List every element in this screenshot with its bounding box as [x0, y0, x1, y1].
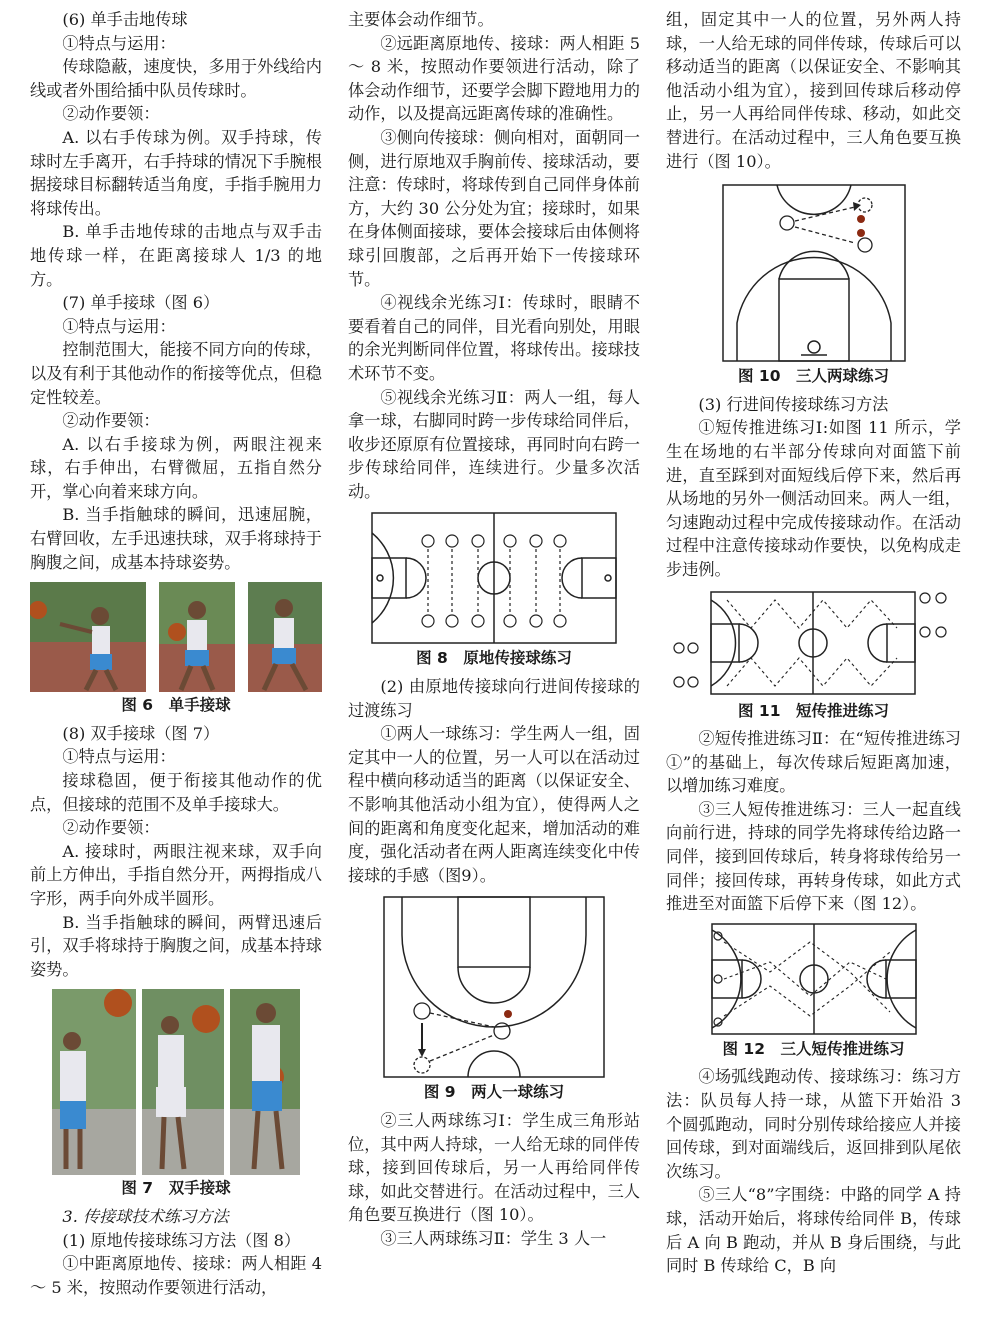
column-1: [30, 8, 322, 1299]
paragraph: A. 以右手接球为例，两眼注视来球，右手伸出，右臂微屈，五指自然分开，掌心向着来球方向。: [30, 434, 322, 501]
figure-9-court-diagram: [382, 895, 606, 1079]
photo-player-catch-1: [30, 582, 146, 692]
figure-6-photos: [30, 582, 322, 692]
figure-10-caption: 图 10 三人两球练习: [738, 367, 889, 386]
section-heading: 3. 传接球技术练习方法: [62, 1206, 229, 1226]
section-heading: (1) 原地传接球练习方法（图 8）: [62, 1230, 301, 1250]
subheading: ②动作要领：: [62, 104, 160, 124]
section-heading: (8) 双手接球（图 7）: [62, 723, 220, 743]
subheading: ①特点与运用：: [62, 33, 176, 53]
figure-8-caption: 图 8 原地传接球练习: [416, 649, 572, 668]
subheading: ①特点与运用：: [62, 747, 176, 767]
section-heading: (2) 由原地传接球向行进间传接球的过渡练习: [348, 677, 640, 720]
paragraph: B. 当手指触球的瞬间，迅速屈腕，右臂回收，左手迅速扶球，双手将球持于胸腹之间，成基本持球姿势。: [30, 505, 322, 572]
paragraph: ②短传推进练习Ⅱ：在“短传推进练习①”的基础上，每次传球后短距离加速，以增加练习难度。: [666, 729, 961, 796]
paragraph: ②远距离原地传、接球：两人相距 5 ～ 8 米，按照动作要领进行活动，除了体会动作细节，还要学会脚下蹬地用力的动作，以及提高远距离传球的准确性。: [348, 33, 640, 124]
subheading: ②动作要领：: [62, 818, 160, 838]
figure-12-caption: 图 12 三人短传推进练习: [722, 1039, 905, 1058]
figure-6-caption: 图 6 单手接球: [121, 696, 231, 715]
paragraph: ⑤三人“8”字围绕：中路的同学 A 持球，活动开始后，将球传给同伴 B，传球后 A 向 B 跑动，并从 B 身后围绕，与此同时 B 传球给 C，B 向: [666, 1185, 961, 1276]
figure-11-court-diagram: [671, 588, 957, 698]
paragraph: 主要体会动作细节。: [348, 10, 494, 29]
figure-9-caption: 图 9 两人一球练习: [423, 1083, 565, 1102]
paragraph: ①两人一球练习：学生两人一组，固定其中一人的位置，另一人可以在活动过程中横向移动适当的距离（以保证安全、不影响其他活动小组为宜），使得两人之间的距离和角度变化起来，增加活动的难度，强化活动者在两人距离连续变化中传接球的手感（图9）。: [348, 724, 640, 885]
paragraph: ①短传推进练习Ⅰ:如图 11 所示，学生在场地的右半部分传球向对面篮下前进，直至踩到对面短线后停下来，然后再从场地的另外一侧活动回来。两人一组，匀速跑动过程中完成传接球动作。在活动过程中注意传接球动作要快，以免构成走步违例。: [666, 418, 961, 579]
figure-7-caption: 图 7 双手接球: [121, 1179, 231, 1198]
paragraph: ④视线余光练习Ⅰ：传球时，眼睛不要看着自己的同伴，目光看向别处，用眼的余光判断同伴位置，将球传出。接球技术环节不变。: [348, 293, 640, 383]
paragraph: ②三人两球练习Ⅰ：学生成三角形站位，其中两人持球，一人给无球的同伴传球，接到回传球后，另一人再给同伴传球，如此交替进行。在活动过程中，三人角色要互换进行（图 10）。: [348, 1111, 640, 1225]
paragraph: ①中距离原地传、接球：两人相距 4 ～ 5 米，按照动作要领进行活动，: [30, 1254, 322, 1297]
figure-10-court-diagram: [721, 183, 907, 363]
paragraph: A. 接球时，两眼注视来球，双手向前上方伸出，手指自然分开，两拇指成八字形，两手向外成半圆形。: [30, 841, 322, 908]
figure-7-photos: [52, 989, 300, 1175]
photo-player-two-hand-2: [142, 989, 224, 1175]
photo-player-two-hand-3: [230, 989, 300, 1175]
figure-11-caption: 图 11 短传推进练习: [738, 701, 889, 720]
paragraph: 控制范围大，能接不同方向的传球，以及有利于其他动作的衔接等优点，但稳定性较差。: [30, 340, 322, 407]
subheading: ①特点与运用：: [62, 316, 176, 336]
paragraph: 接球稳固，便于衔接其他动作的优点，但接球的范围不及单手接球大。: [30, 771, 322, 814]
column-2: [348, 8, 640, 1251]
paragraph: 组，固定其中一人的位置，另外两人持球，一人给无球的同伴传球，传球后可以移动适当的距离（以保证安全、不影响其他活动小组为宜），接到回传球后移动停止，另一人再给同伴传球、移动，如此交替进行。在活动过程中，三人角色要互换进行（图 10）。: [666, 10, 961, 171]
paragraph: ③三人两球练习Ⅱ：学生 3 人一: [380, 1228, 607, 1248]
paragraph: ④场弧线跑动传、接球练习：练习方法：队员每人持一球，从篮下开始沿 3 个圆弧跑动，同时分别传球给接应人并接回传球，到对面端线后，返回排到队尾依次练习。: [666, 1067, 961, 1181]
paragraph: B. 单手击地传球的击地点与双手击地传球一样，在距离接球人 1/3 的地方。: [30, 222, 322, 289]
paragraph: ③三人短传推进练习：三人一起直线向前行进，持球的同学先将球传给边路一同伴，接到回传球后，转身将球传给另一同伴；接回传球，再转身传球，如此方式推进至对面篮下后停下来（图 12）。: [666, 799, 961, 914]
photo-player-catch-2: [159, 582, 235, 692]
section-heading: (6) 单手击地传球: [62, 10, 188, 29]
figure-8-court-diagram: [370, 511, 618, 645]
subheading: ②动作要领：: [62, 411, 160, 431]
paragraph: ③侧向传接球：侧向相对，面朝同一侧，进行原地双手胸前传、接球活动，要注意：传球时，将球传到自己同伴身体前方，大约 30 公分处为宜；接球时，如果在身体侧面接球，要体会接球后由体侧将球引回腹部，之后再开始下一传接球环节。: [348, 127, 640, 289]
paragraph: 传球隐蔽，速度快，多用于外线给内线或者外围给插中队员传球时。: [30, 57, 322, 100]
section-heading: (7) 单手接球（图 6）: [62, 293, 220, 313]
paragraph: ⑤视线余光练习Ⅱ：两人一组，每人拿一球，右脚同时跨一步传球给同伴后，收步还原原有位置接球，再同时向右跨一步传球给同伴，连续进行。少量多次活动。: [348, 387, 640, 501]
figure-12-court-diagram: [710, 922, 918, 1036]
paragraph: B. 当手指触球的瞬间，两臂迅速后引，双手将球持于胸腹之间，成基本持球姿势。: [30, 912, 322, 979]
photo-player-catch-3: [248, 582, 322, 692]
photo-player-two-hand-1: [52, 989, 136, 1175]
section-heading: (3) 行进间传接球练习方法: [698, 394, 889, 414]
paragraph: A. 以右手传球为例。双手持球，传球时左手离开，右手持球的情况下手腕根据接球目标翻转适当角度，手指手腕用力将球传出。: [30, 127, 322, 218]
column-3: [666, 8, 961, 1278]
